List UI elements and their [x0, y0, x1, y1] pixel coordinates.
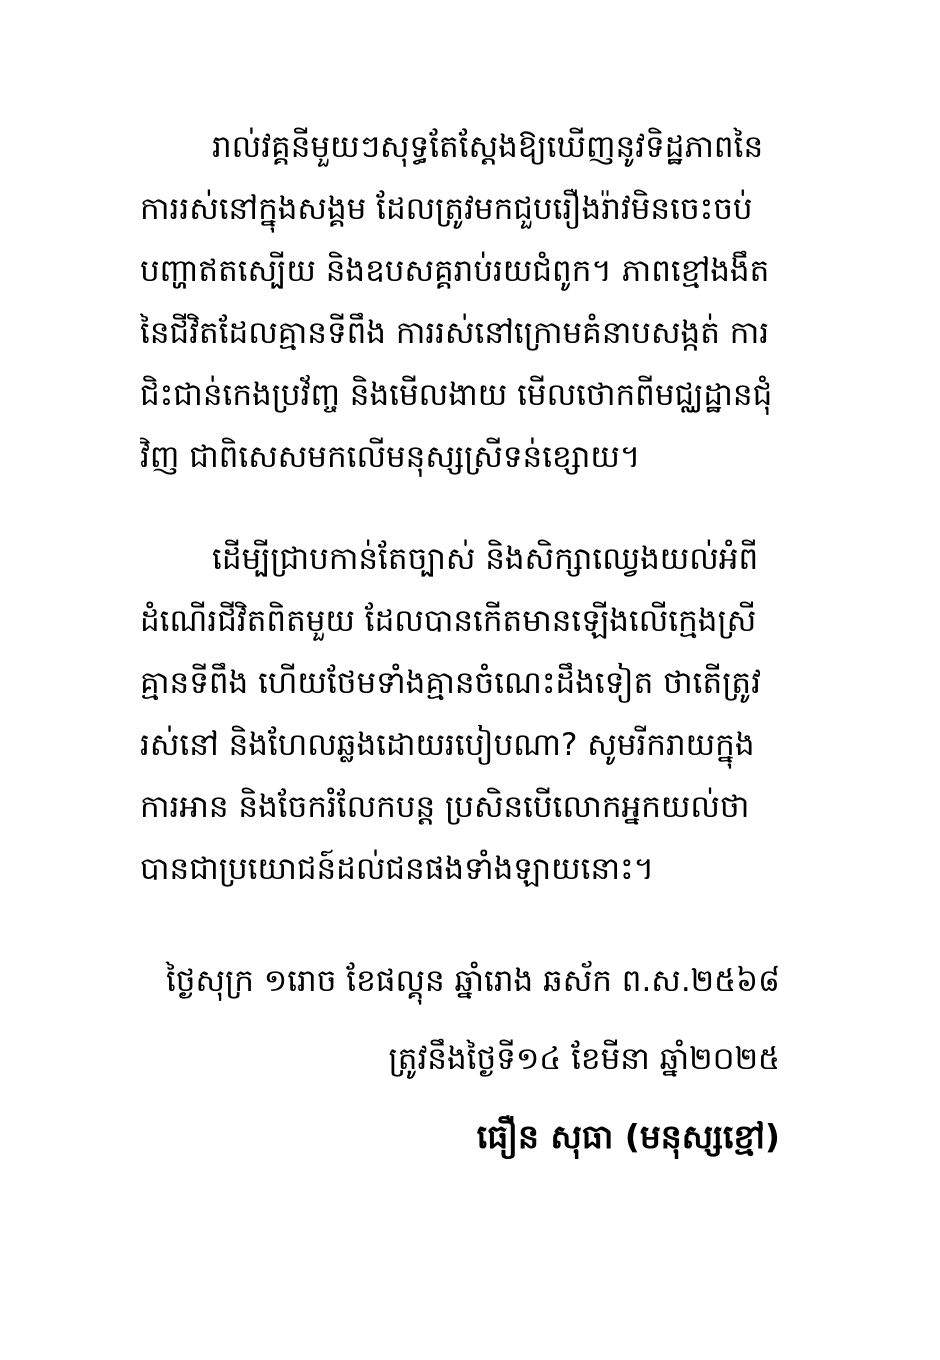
paragraph-line: បញ្ហាឥតស្បើយ និងឧបសគ្គរាប់រយជំពូក។ ភាពខ្មៅងងឹត [140, 253, 770, 289]
paragraph-1 [140, 116, 780, 488]
paragraph-2 [140, 528, 780, 900]
paragraph-line: រស់នៅ និងហែលឆ្លងដោយរបៀបណា? សូមរីករាយក្នុង [140, 727, 755, 763]
paragraph-line: ការអាន និងចែករំលែកបន្ត ប្រសិនបើលោកអ្នកយល់ថា [140, 789, 750, 825]
paragraph-line: ការរស់នៅក្នុងសង្គម ដែលត្រូវមកជួបរឿងរ៉ាវមិនចេះចប់ [140, 191, 753, 227]
paragraph-line: ដើម្បីជ្រាបកាន់តែច្បាស់ និងសិក្សាឈ្វេងយល់អំពី [212, 541, 759, 577]
paragraph-line: វិញ ជាពិសេសមកលើមនុស្សស្រីទន់ខ្សោយ។ [140, 439, 641, 475]
paragraph-line: គ្មានទីពឹង ហើយថែមទាំងគ្មានចំណេះដឹងទៀត ថាតើត្រូវ [140, 665, 761, 701]
paragraph-line: ជិះជាន់កេងប្រវ័ញ្ច និងមើលងាយ មើលថោកពីមជ្ឈដ្ឋានជុំ [140, 377, 773, 413]
author-signature: ធឿន សុធា (មនុស្សខ្មៅ) [476, 1117, 780, 1156]
paragraph-line: ដំណើរជីវិតពិតមួយ ដែលបានកើតមានឡើងលើក្មេងស្រី [140, 603, 757, 639]
paragraph-line: រាល់វគ្គនីមួយៗសុទ្ធតែស្តែងឱ្យឃើញនូវទិដ្ឋភាពនៃ [212, 129, 764, 165]
solar-date: ត្រូវនឹងថ្ងៃទី១៤ ខែមីនា ឆ្នាំ២០២៥ [388, 1041, 780, 1077]
paragraph-line: នៃជីវិតដែលគ្មានទីពឹង ការរស់នៅក្រោមគំនាបសង្កត់ ការ [140, 315, 770, 351]
lunar-date: ថ្ងៃសុក្រ ១រោច ខែផល្គុន ឆ្នាំរោង ឆស័ក ព.ស.២៥៦៨ [165, 963, 780, 999]
paragraph-line: បានជាប្រយោជន៍ដល់ជនផងទាំងឡាយនោះ។ [140, 851, 655, 887]
